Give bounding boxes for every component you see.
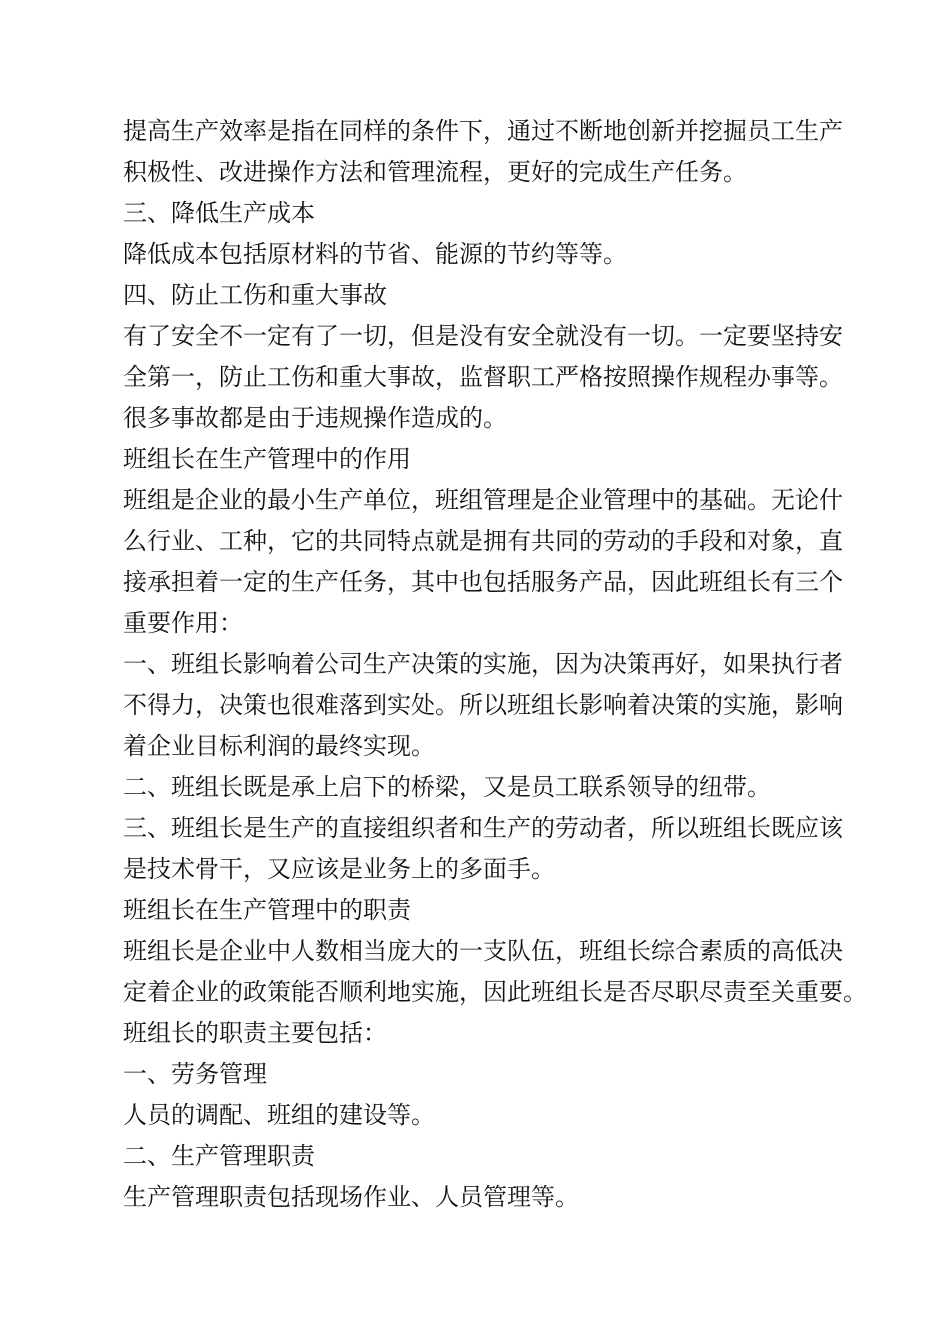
paragraph-line: 生产管理职责包括现场作业、人员管理等。 [123,1183,579,1211]
list-item-line: 二、班组长既是承上启下的桥梁，又是员工联系领导的纽带。 [123,773,771,801]
paragraph-line: 班组是企业的最小生产单位，班组管理是企业管理中的基础。无论什 [123,486,843,514]
section-heading: 四、防止工伤和重大事故 [123,281,387,309]
paragraph-line: 么行业、工种，它的共同特点就是拥有共同的劳动的手段和对象，直 [123,527,843,555]
paragraph-line: 人员的调配、班组的建设等。 [123,1101,435,1129]
paragraph-line: 提高生产效率是指在同样的条件下，通过不断地创新并挖掘员工生产 [123,117,843,145]
paragraph-line: 有了安全不一定有了一切，但是没有安全就没有一切。一定要坚持安 [123,322,843,350]
section-heading: 班组长在生产管理中的作用 [123,445,411,473]
paragraph-line: 降低成本包括原材料的节省、能源的节约等等。 [123,240,627,268]
paragraph-line: 积极性、改进操作方法和管理流程，更好的完成生产任务。 [123,158,747,186]
list-item-line: 三、班组长是生产的直接组织者和生产的劳动者，所以班组长既应该 [123,814,843,842]
document-body [123,111,867,1218]
paragraph-line: 重要作用： [123,609,243,637]
list-item-line: 一、班组长影响着公司生产决策的实施，因为决策再好，如果执行者 [123,650,843,678]
paragraph-line: 定着企业的政策能否顺利地实施，因此班组长是否尽职尽责至关重要。 [123,978,867,1006]
section-heading: 班组长在生产管理中的职责 [123,896,411,924]
list-item-line: 不得力，决策也很难落到实处。所以班组长影响着决策的实施，影响 [123,691,843,719]
section-heading: 三、降低生产成本 [123,199,315,227]
section-heading: 一、劳务管理 [123,1060,267,1088]
list-item-line: 着企业目标利润的最终实现。 [123,732,435,760]
paragraph-line: 全第一，防止工伤和重大事故，监督职工严格按照操作规程办事等。 [123,363,843,391]
paragraph-line: 班组长的职责主要包括： [123,1019,387,1047]
paragraph-line: 班组长是企业中人数相当庞大的一支队伍，班组长综合素质的高低决 [123,937,843,965]
list-item-line: 是技术骨干，又应该是业务上的多面手。 [123,855,555,883]
paragraph-line: 接承担着一定的生产任务，其中也包括服务产品，因此班组长有三个 [123,568,843,596]
paragraph-line: 很多事故都是由于违规操作造成的。 [123,404,507,432]
section-heading: 二、生产管理职责 [123,1142,315,1170]
